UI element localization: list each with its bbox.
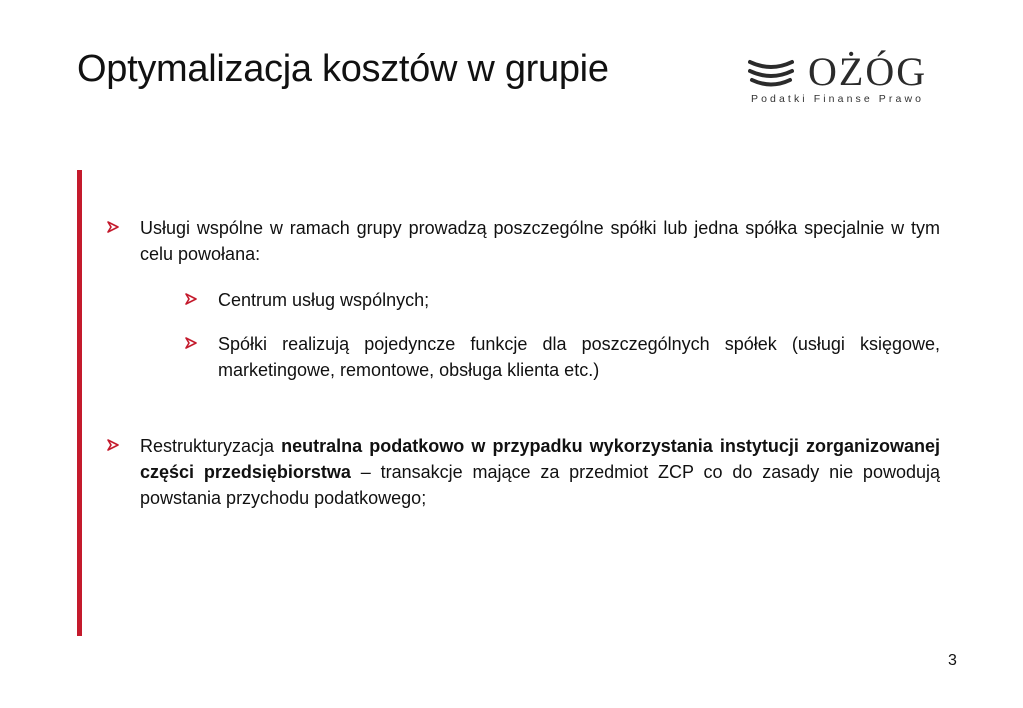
- arrow-bullet-icon: [107, 221, 119, 233]
- slide-title: Optymalizacja kosztów w grupie: [77, 48, 609, 90]
- arrow-bullet-icon: [185, 337, 197, 349]
- sub-bullet-single-functions: [185, 331, 940, 383]
- company-logo: [748, 50, 948, 110]
- bullet-text-before: Restrukturyzacja: [140, 436, 282, 456]
- bullet-text: Spółki realizują pojedyncze funkcje dla poszczególnych spółek (usługi księgowe, marketingowe, remontowe, obsługa klienta etc.): [218, 334, 940, 380]
- bullet-shared-services: [107, 215, 940, 267]
- page-number: 3: [948, 652, 957, 669]
- bullet-list: [107, 215, 940, 511]
- sub-bullet-shared-service-center: [185, 287, 940, 313]
- bullet-text-bold: neutralna podatkowo w przypadku wykorzystania instytucji zorganizowanej części przedsiębiorstwa: [140, 436, 941, 482]
- arrow-bullet-icon: [185, 293, 197, 305]
- logo-tagline: Podatki Finanse Prawo: [751, 93, 925, 105]
- bullet-restructuring: [107, 433, 940, 511]
- bullet-text: Usługi wspólne w ramach grupy prowadzą poszczególne spółki lub jedna spółka specjalnie w tym celu powołana:: [140, 218, 940, 264]
- three-waves-icon: [748, 56, 794, 90]
- logo-name: OŻÓG: [808, 49, 928, 94]
- arrow-bullet-icon: [107, 439, 119, 451]
- bullet-text: Centrum usług wspólnych;: [218, 290, 430, 310]
- bullet-text-after: – transakcje mające za przedmiot ZCP co do zasady nie powodują powstania przychodu podatkowego;: [140, 462, 940, 508]
- accent-bar: [77, 170, 82, 636]
